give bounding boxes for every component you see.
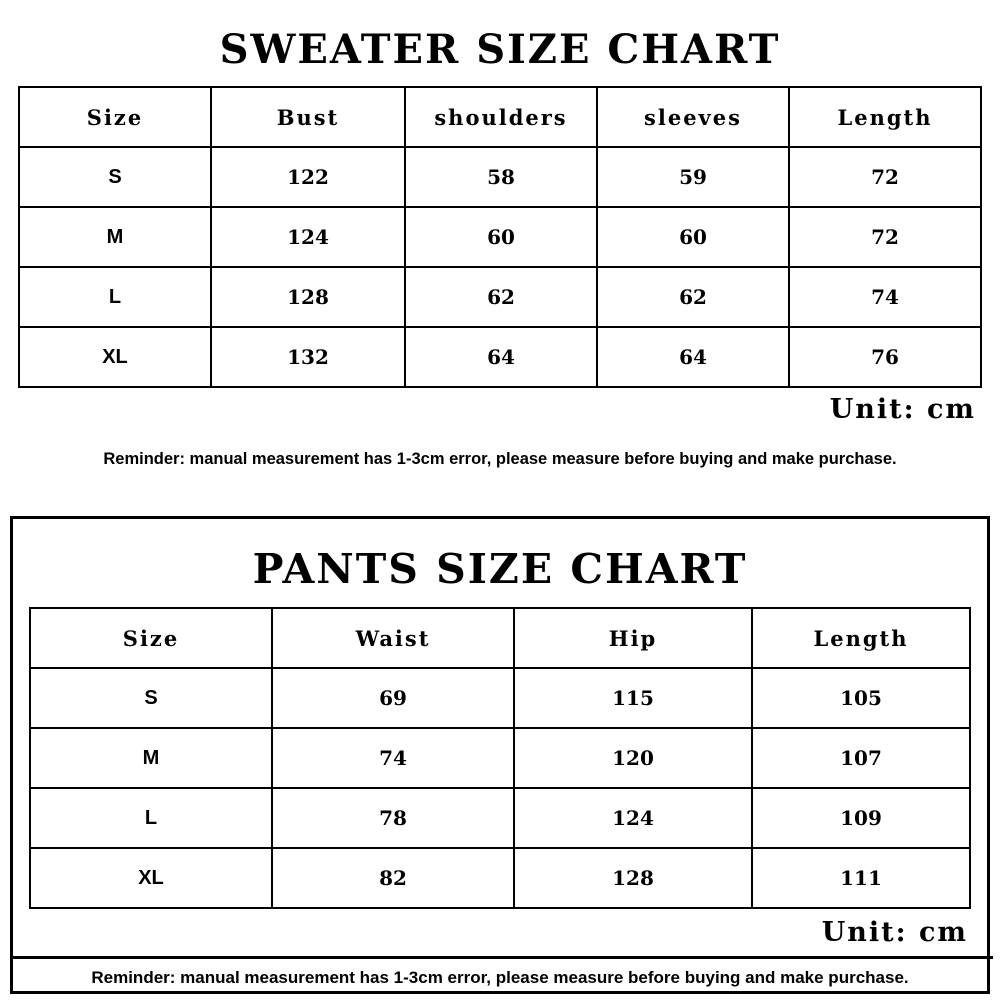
cell-sleeves: 60 — [597, 207, 789, 267]
sweater-reminder-text: Reminder: manual measurement has 1-3cm error, please measure before buying and make purchase. — [103, 450, 897, 468]
cell-sleeves: 64 — [597, 327, 789, 387]
cell-size: M — [30, 728, 272, 788]
table-row — [19, 327, 981, 387]
cell-shoulders: 58 — [405, 147, 597, 207]
cell-length: 109 — [752, 788, 970, 848]
table-header-row — [19, 87, 981, 147]
cell-length: 74 — [789, 267, 981, 327]
pants-chart-title: PANTS SIZE CHART — [252, 545, 748, 593]
cell-bust: 124 — [211, 207, 405, 267]
cell-length: 111 — [752, 848, 970, 908]
table-row — [19, 267, 981, 327]
cell-hip: 115 — [514, 668, 752, 728]
pants-size-chart-section — [10, 516, 990, 994]
column-header-sleeves: sleeves — [597, 87, 789, 147]
column-header-hip: Hip — [514, 608, 752, 668]
cell-size: L — [30, 788, 272, 848]
table-row — [30, 788, 970, 848]
column-header-shoulders: shoulders — [405, 87, 597, 147]
cell-sleeves: 62 — [597, 267, 789, 327]
cell-length: 105 — [752, 668, 970, 728]
column-header-waist: Waist — [272, 608, 514, 668]
table-row — [30, 668, 970, 728]
cell-size: XL — [30, 848, 272, 908]
sweater-size-table — [18, 86, 982, 388]
cell-hip: 120 — [514, 728, 752, 788]
cell-length: 107 — [752, 728, 970, 788]
table-row — [30, 728, 970, 788]
cell-waist: 78 — [272, 788, 514, 848]
cell-waist: 82 — [272, 848, 514, 908]
pants-size-table — [29, 607, 971, 909]
pants-reminder-text: Reminder: manual measurement has 1-3cm error, please measure before buying and make purchase. — [91, 968, 909, 987]
cell-shoulders: 62 — [405, 267, 597, 327]
cell-shoulders: 60 — [405, 207, 597, 267]
sweater-size-chart-section — [0, 0, 1000, 471]
cell-size: S — [19, 147, 211, 207]
column-header-size: Size — [19, 87, 211, 147]
cell-waist: 69 — [272, 668, 514, 728]
column-header-length: Length — [752, 608, 970, 668]
cell-bust: 132 — [211, 327, 405, 387]
cell-length: 72 — [789, 207, 981, 267]
cell-hip: 124 — [514, 788, 752, 848]
table-row — [30, 848, 970, 908]
cell-waist: 74 — [272, 728, 514, 788]
cell-shoulders: 64 — [405, 327, 597, 387]
cell-sleeves: 59 — [597, 147, 789, 207]
cell-length: 76 — [789, 327, 981, 387]
table-row — [19, 207, 981, 267]
cell-bust: 122 — [211, 147, 405, 207]
cell-size: M — [19, 207, 211, 267]
sweater-chart-title: SWEATER SIZE CHART — [219, 26, 781, 73]
column-header-bust: Bust — [211, 87, 405, 147]
pants-divider — [13, 956, 993, 959]
pants-unit-label: Unit: cm — [821, 917, 968, 948]
column-header-size: Size — [30, 608, 272, 668]
table-header-row — [30, 608, 970, 668]
cell-hip: 128 — [514, 848, 752, 908]
cell-length: 72 — [789, 147, 981, 207]
table-row — [19, 147, 981, 207]
cell-size: S — [30, 668, 272, 728]
cell-size: L — [19, 267, 211, 327]
cell-bust: 128 — [211, 267, 405, 327]
cell-size: XL — [19, 327, 211, 387]
sweater-unit-label: Unit: cm — [829, 394, 976, 425]
column-header-length: Length — [789, 87, 981, 147]
